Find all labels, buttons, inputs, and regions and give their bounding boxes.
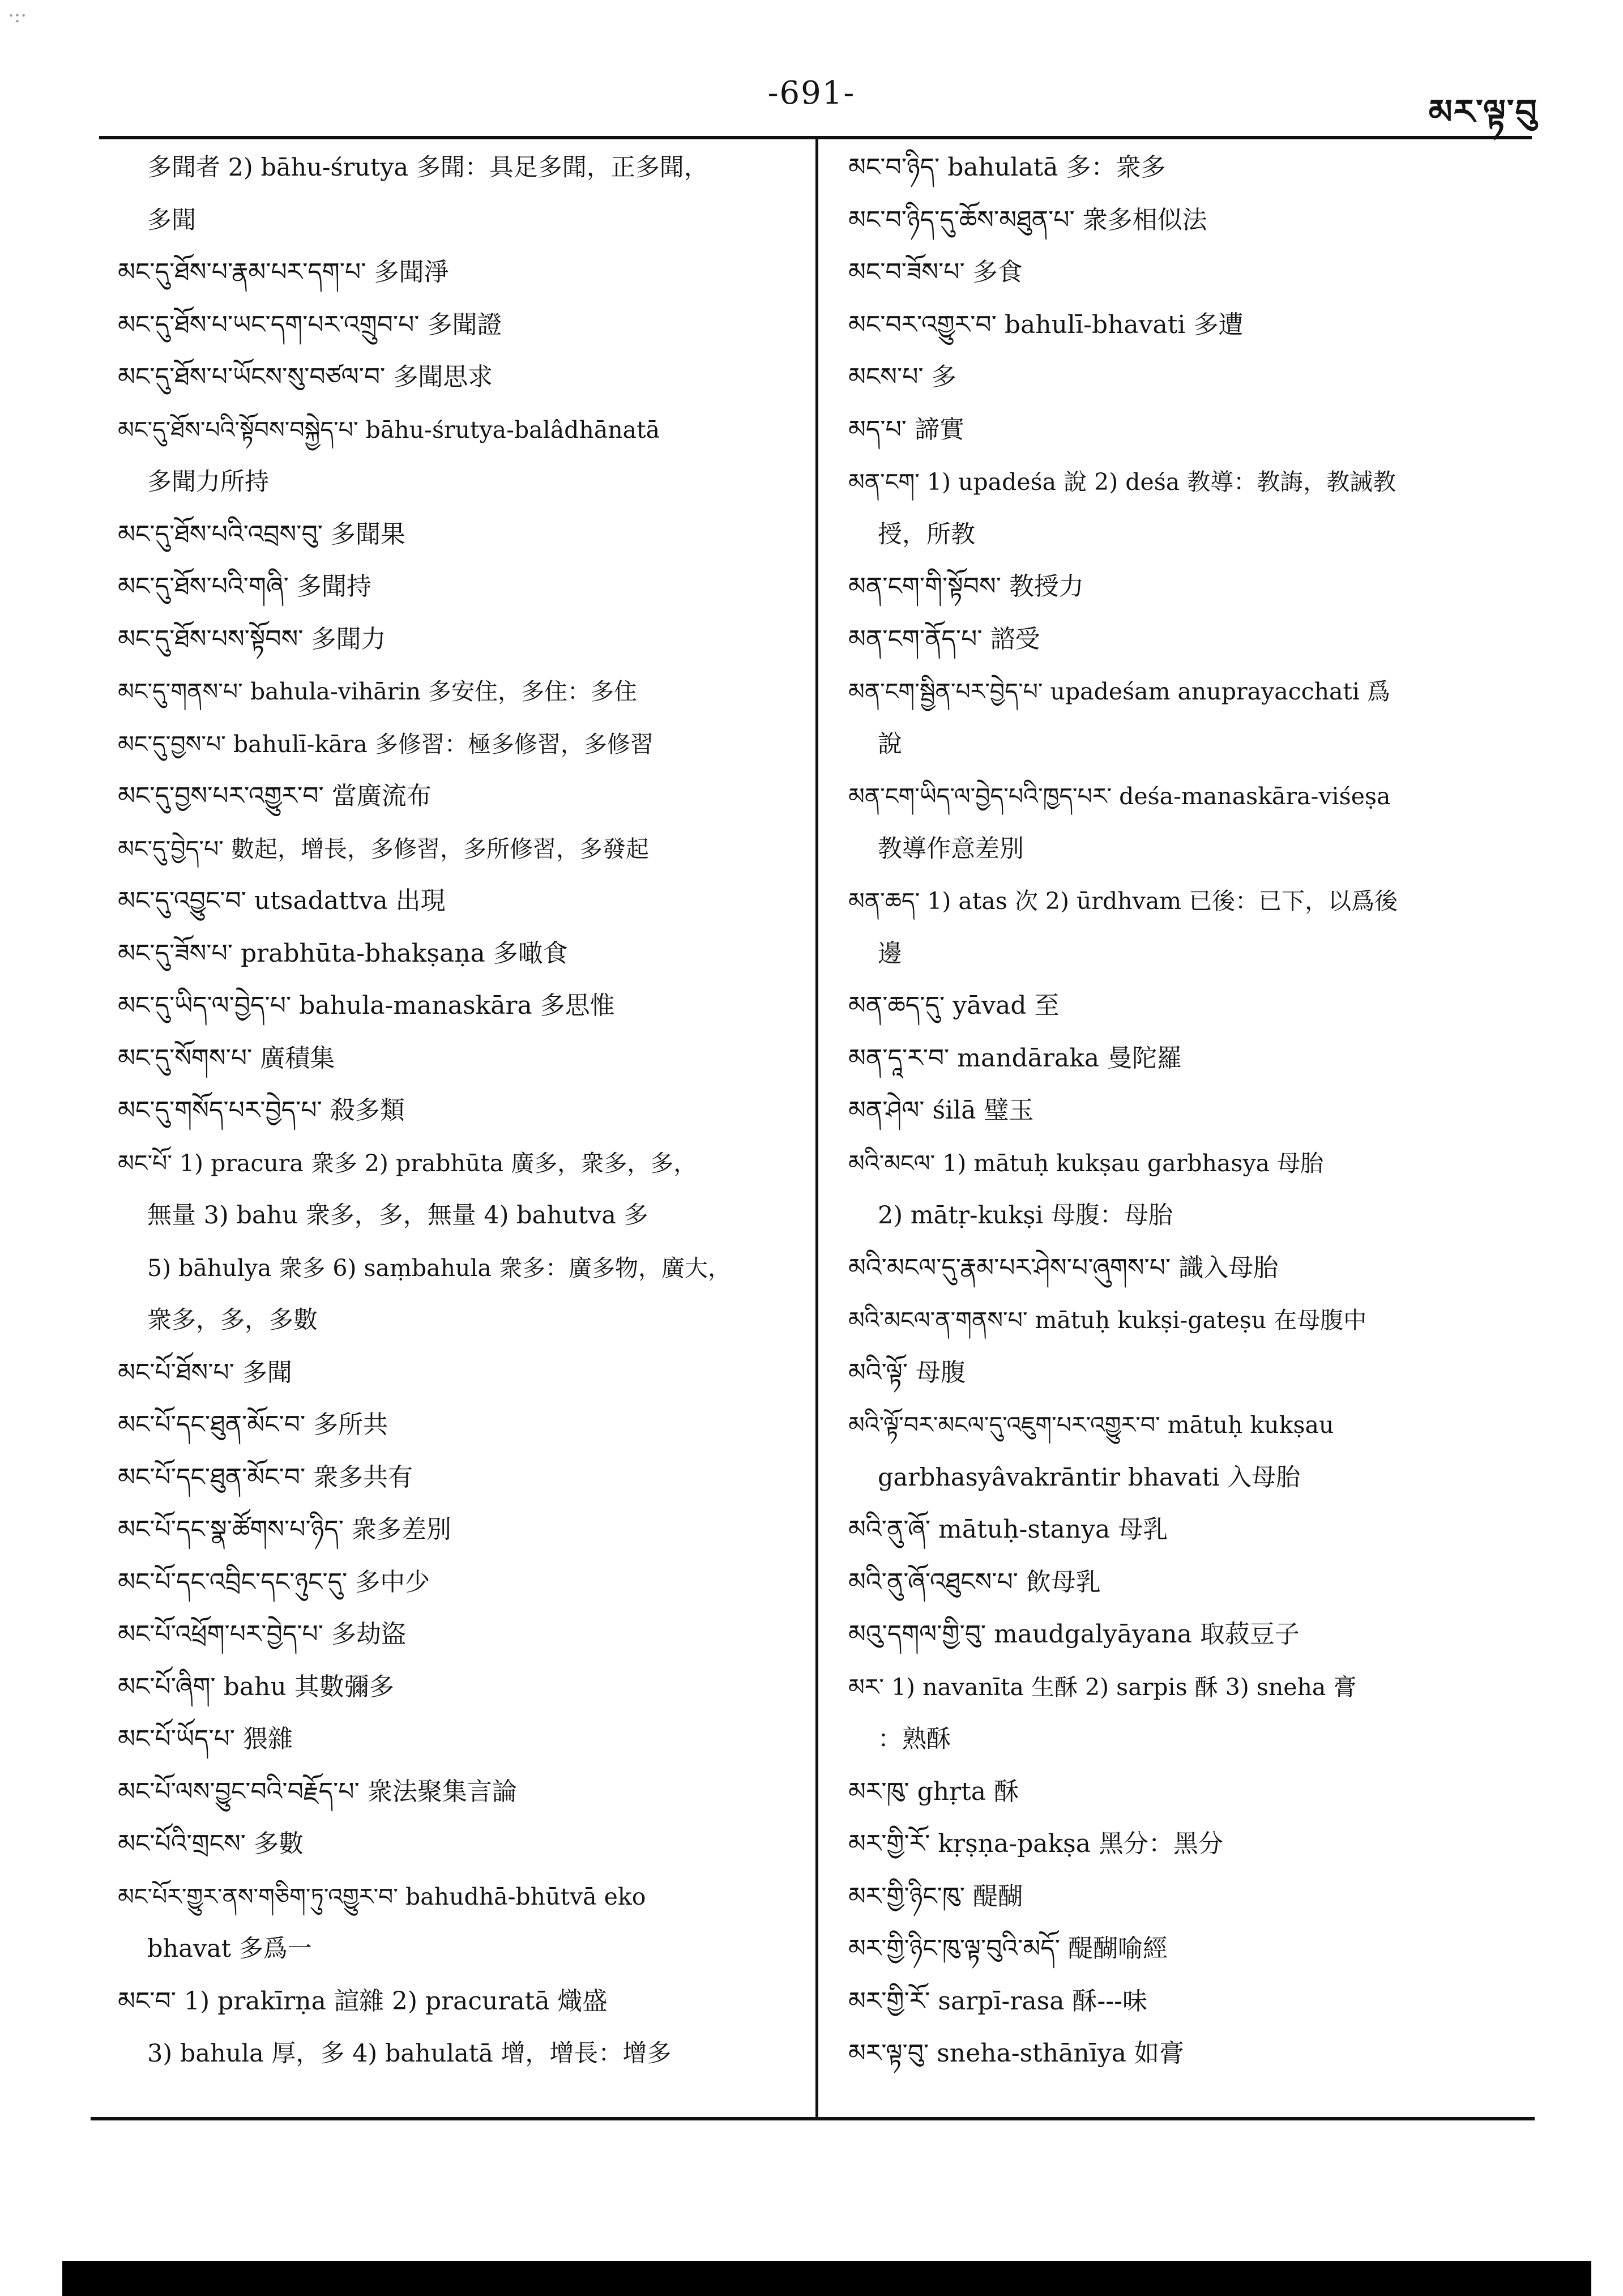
entry-line: མང་པོ་ཞིག་ bahu 其數彌多 <box>118 1672 394 1701</box>
bottom-rule <box>91 2117 1535 2120</box>
entry-line: མང་པོ་ལས་བྱུང་བའི་བརྗོད་པ་ 衆法聚集言論 <box>118 1777 517 1806</box>
entry-line: མང་བར་འགྱུར་བ་ bahulī-bhavati 多遭 <box>848 310 1244 339</box>
entry-line: མའུ་དགལ་གྱི་བུ་ maudgalyāyana 取菽豆子 <box>848 1620 1300 1649</box>
entry-line: 5) bāhulya 衆多 6) saṃbahula 衆多：廣多物，廣大， <box>147 1254 731 1282</box>
left-column <box>118 142 803 2080</box>
entry-line: མངས་པ་ 多 <box>848 362 956 391</box>
entry-line: མང་པོ་ཡོད་པ་ 猥雜 <box>118 1725 293 1753</box>
entry-line: མའི་ནུ་ཞོ་ mātuḥ-stanya 母乳 <box>848 1515 1168 1544</box>
entry-line: མང་པོ་ 1) pracura 衆多 2) prabhūta 廣多，衆多，多， <box>118 1149 697 1177</box>
entry-line: མང་པོ་འཕྲོག་པར་བྱེད་པ་ 多劫盜 <box>118 1620 406 1649</box>
entry-line: མང་པོ་དང་སྣ་ཚོགས་པ་ཉིད་ 衆多差別 <box>118 1515 451 1544</box>
entry-line: མང་བ་ 1) prakīrṇa 諠雜 2) pracuratā 熾盛 <box>118 1986 608 2016</box>
entry-line: མར་གྱི་ཉིང་ཁུ་ 醍醐 <box>848 1881 1023 1911</box>
entry-line: མན་ངག་གི་སྟོབས་ 教授力 <box>848 572 1084 601</box>
entry-line: 2) mātṛ-kukṣi 母腹：母胎 <box>878 1201 1173 1230</box>
right-column <box>848 142 1528 2080</box>
entry-line: མང་དུ་ཐོས་པས་སྟོབས་ 多聞力 <box>118 624 386 654</box>
entry-line: མད་པ་ 諦實 <box>848 415 965 444</box>
entry-line: མང་དུ་གནས་པ་ bahula-vihārin 多安住，多住：多住 <box>118 678 638 705</box>
entry-line: མང་དུ་འབྱུང་བ་ utsadattva 出現 <box>118 886 446 915</box>
entry-line: 無量 3) bahu 衆多，多，無量 4) bahutva 多 <box>147 1201 648 1230</box>
entry-line: 說 <box>878 729 902 758</box>
entry-line: མའི་ལྟོ་བར་མངལ་དུ་འཇུག་པར་འགྱུར་བ་ mātuḥ kukṣau <box>848 1411 1334 1439</box>
entry-line: 3) bahula 厚，多 4) bahulatā 增，增長：增多 <box>147 2039 672 2068</box>
page-number: -691- <box>767 75 856 112</box>
entry-line: མང་དུ་བྱས་པར་འགྱུར་བ་ 當廣流布 <box>118 782 432 810</box>
entry-line: 教導作意差別 <box>878 834 1024 863</box>
entry-line: garbhasyâvakrāntir bhavati 入母胎 <box>878 1463 1301 1492</box>
entry-line: མན་ཆད་ 1) atas 次 2) ūrdhvam 已後：已下，以爲後 <box>848 887 1398 915</box>
entry-line: མན་ཆད་དུ་ yāvad 至 <box>848 991 1060 1020</box>
entry-line: མང་དུ་གསོད་པར་བྱེད་པ་ 殺多類 <box>118 1096 405 1125</box>
entry-line: མན་ངག་སྦྱིན་པར་བྱེད་པ་ upadeśam anuprayacchati 爲 <box>848 678 1391 705</box>
entry-line: མང་དུ་ཐོས་པ་ཡོངས་སུ་བཙལ་བ་ 多聞思求 <box>118 362 493 391</box>
entry-line: མར་གྱི་ཉིང་ཁུ་ལྟ་བུའི་མདོ་ 醍醐喻經 <box>848 1934 1168 1963</box>
entry-line: མང་དུ་བྱས་པ་ bahulī-kāra 多修習：極多修習，多修習 <box>118 730 654 758</box>
entry-line: ：熟酥 <box>878 1725 951 1753</box>
entry-line: མའི་མངལ་ 1) mātuḥ kukṣau garbhasya 母胎 <box>848 1149 1324 1177</box>
entry-line: མའི་ནུ་ཞོ་འཐུངས་པ་ 飲母乳 <box>848 1567 1101 1597</box>
entry-line: མང་དུ་ཐོས་པ་ཡང་དག་པར་འགྲུབ་པ་ 多聞證 <box>118 310 502 339</box>
scan-edge-bar <box>62 2261 1591 2296</box>
entry-line: མར་གྱི་རོ་ sarpī-rasa 酥---味 <box>848 1986 1148 2016</box>
entry-line: མང་དུ་ཟོས་པ་ prabhūta-bhakṣaṇa 多噉食 <box>118 938 568 968</box>
entry-line: 多聞 <box>147 206 196 234</box>
entry-line: 衆多，多，多數 <box>147 1306 318 1334</box>
entry-line: མང་དུ་ཐོས་པའི་སྟོབས་བསྐྱེད་པ་ bāhu-śrutya-balâdhānatā <box>118 416 660 443</box>
entry-line: མང་པོ་དང་ཐུན་མོང་བ་ 衆多共有 <box>118 1462 413 1492</box>
entry-line: མན་ཤེལ་ śilā 璧玉 <box>848 1096 1034 1125</box>
entry-line: མང་དུ་ཐོས་པའི་གཞི་ 多聞持 <box>118 572 371 601</box>
entry-line: མའི་ལྟོ་ 母腹 <box>848 1358 966 1387</box>
entry-line: མན་ངག་ཡིད་ལ་བྱེད་པའི་ཁྱད་པར་ deśa-manaskāra-viśeṣa <box>848 783 1391 810</box>
entry-line: 多聞者 2) bāhu-śrutya 多聞：具足多聞，正多聞， <box>147 153 708 182</box>
entry-line: 授，所教 <box>878 520 975 549</box>
entry-line: མང་བ་ཉིད་ bahulatā 多：衆多 <box>848 153 1166 182</box>
entry-line: མན་ངག་ནོད་པ་ 諮受 <box>848 624 1040 654</box>
entry-line: མང་དུ་སོགས་པ་ 廣積集 <box>118 1043 335 1073</box>
entry-line: 邊 <box>878 939 902 968</box>
entry-line: མར་ཁུ་ ghṛta 酥 <box>848 1777 1019 1806</box>
entry-line: མར་ལྟ་བུ་ sneha-sthānīya 如膏 <box>848 2039 1184 2068</box>
entry-line: མན་ངག་ 1) upadeśa 說 2) deśa 教導：教誨，教誡教 <box>848 468 1396 496</box>
entry-line: མའི་མངལ་ན་གནས་པ་ mātuḥ kukṣi-gateṣu 在母腹中 <box>848 1307 1367 1334</box>
entry-line: མར་ 1) navanīta 生酥 2) sarpis 酥 3) sneha 膏 <box>848 1673 1357 1701</box>
entry-line: མང་བ་ཟོས་པ་ 多食 <box>848 258 1023 287</box>
entry-line: མང་དུ་ཐོས་པའི་འབྲས་བུ་ 多聞果 <box>118 519 405 549</box>
entry-line: མང་དུ་ཐོས་པ་རྣམ་པར་དག་པ་ 多聞淨 <box>118 258 449 287</box>
scan-corner-speck: ·:· <box>8 5 27 27</box>
entry-line: མང་པོར་གྱུར་ནས་གཅིག་ཏུ་འགྱུར་བ་ bahudhā-bhūtvā eko <box>118 1883 646 1910</box>
running-head: མར་ལྟ་བུ <box>1428 92 1538 132</box>
entry-line: མའི་མངལ་དུ་རྣམ་པར་ཤེས་པ་ཞུགས་པ་ 識入母胎 <box>848 1253 1279 1282</box>
entry-line: མང་པོ་དང་ཐུན་མོང་བ་ 多所共 <box>118 1410 388 1439</box>
entry-line: མང་དུ་བྱེད་པ་ 數起，增長，多修習，多所修習，多發起 <box>118 835 649 863</box>
entry-line: མང་བ་ཉིད་དུ་ཆོས་མཐུན་པ་ 衆多相似法 <box>848 205 1207 234</box>
entry-line: 多聞力所持 <box>147 468 269 496</box>
entry-line: མང་པོའི་གྲངས་ 多數 <box>118 1829 304 1858</box>
entry-line: མང་པོ་དང་འབྲིང་དང་ཉུང་དུ་ 多中少 <box>118 1567 430 1597</box>
entry-line: མང་པོ་ཐོས་པ་ 多聞 <box>118 1358 292 1387</box>
column-divider <box>815 136 818 2120</box>
entry-line: མར་གྱི་རོ་ kṛṣṇa-pakṣa 黑分：黑分 <box>848 1829 1223 1858</box>
entry-line: bhavat 多爲一 <box>147 1935 312 1963</box>
entry-line: མང་དུ་ཡིད་ལ་བྱེད་པ་ bahula-manaskāra 多思惟 <box>118 991 615 1020</box>
entry-line: མན་དཱ་ར་བ་ mandāraka 曼陀羅 <box>848 1043 1182 1073</box>
